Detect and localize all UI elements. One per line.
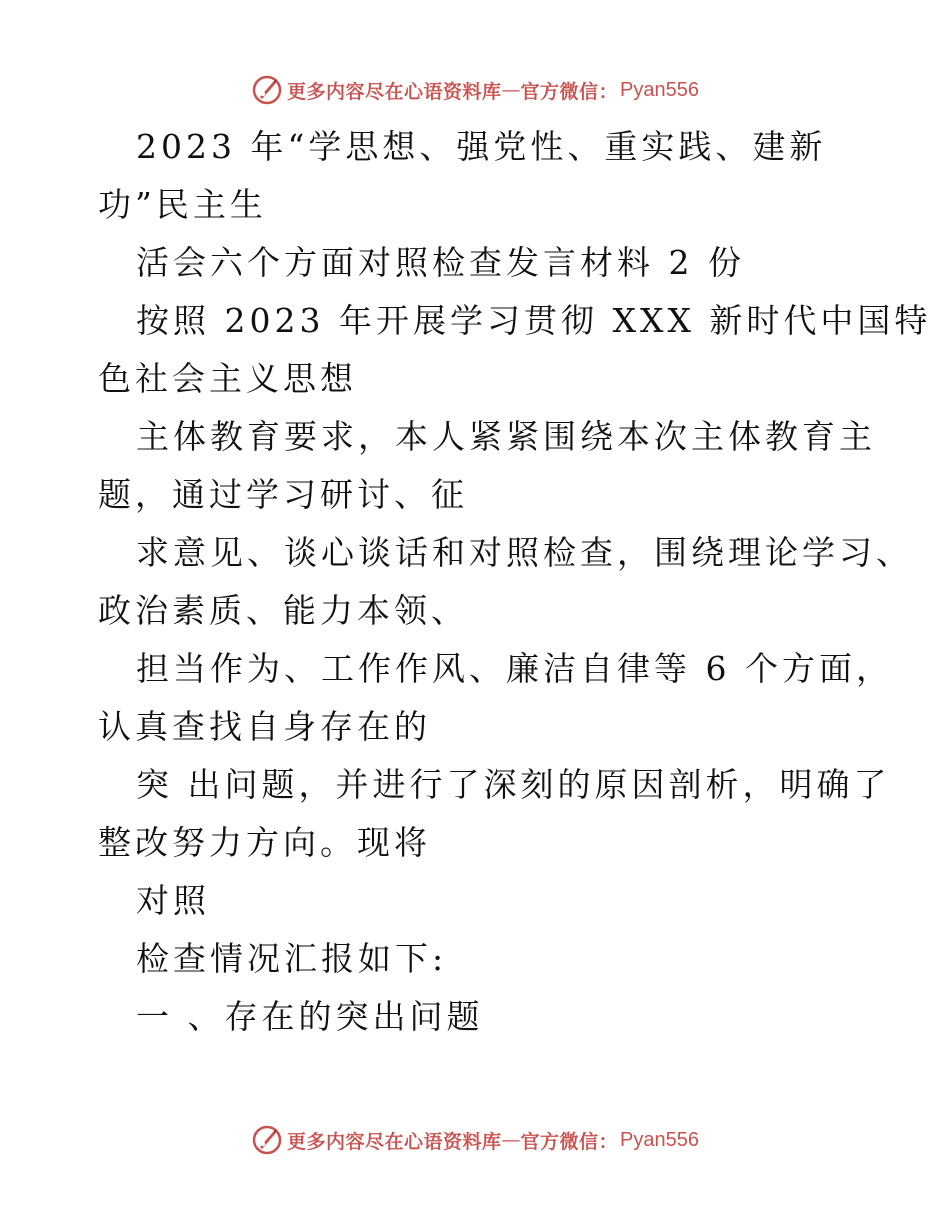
footer-watermark [0, 1120, 950, 1160]
paragraph-line: 对照 [136, 881, 210, 920]
footer-brand-text: 更多内容尽在心语资料库 [287, 1130, 502, 1153]
title-line-2: 功”民主生 [98, 185, 267, 224]
section-heading: 一 、存在的突出问题 [136, 997, 484, 1036]
paragraph-line: 担当作为、工作作风、廉洁自律等 6 个方面， [136, 649, 893, 688]
paragraph-line: 色社会主义思想 [98, 359, 357, 398]
header-wechat-label: 官方微信： [520, 80, 619, 103]
title-line-3: 活会六个方面对照检查发言材料 2 份 [136, 243, 745, 282]
paragraph-line: 政治素质、能力本领、 [98, 591, 468, 630]
quill-logo-icon [251, 1124, 283, 1156]
footer-separator: — [501, 1129, 521, 1151]
header-watermark [0, 70, 950, 110]
title-line-1: 2023 年“学思想、强党性、重实践、建新 [136, 127, 827, 166]
footer-wechat-label: 官方微信： [520, 1130, 619, 1153]
paragraph-line: 突 出问题，并进行了深刻的原因剖析，明确了 [136, 765, 891, 804]
header-brand-text: 更多内容尽在心语资料库 [287, 80, 502, 103]
paragraph-line: 求意见、谈心谈话和对照检查，围绕理论学习、 [136, 533, 913, 572]
paragraph-line: 认真查找自身存在的 [98, 707, 431, 746]
header-wechat-id: Pyan556 [620, 78, 699, 101]
paragraph-line: 整改努力方向。现将 [98, 823, 431, 862]
paragraph-line: 主体教育要求，本人紧紧围绕本次主体教育主 [136, 417, 876, 456]
paragraph-line: 检查情况汇报如下: [136, 939, 448, 978]
quill-logo-icon [251, 74, 283, 106]
paragraph-line: 按照 2023 年开展学习贯彻 XXX 新时代中国特 [136, 301, 932, 340]
header-separator: — [501, 79, 521, 101]
document-body [98, 118, 932, 1046]
footer-wechat-id: Pyan556 [620, 1128, 699, 1151]
paragraph-line: 题，通过学习研讨、征 [98, 475, 468, 514]
